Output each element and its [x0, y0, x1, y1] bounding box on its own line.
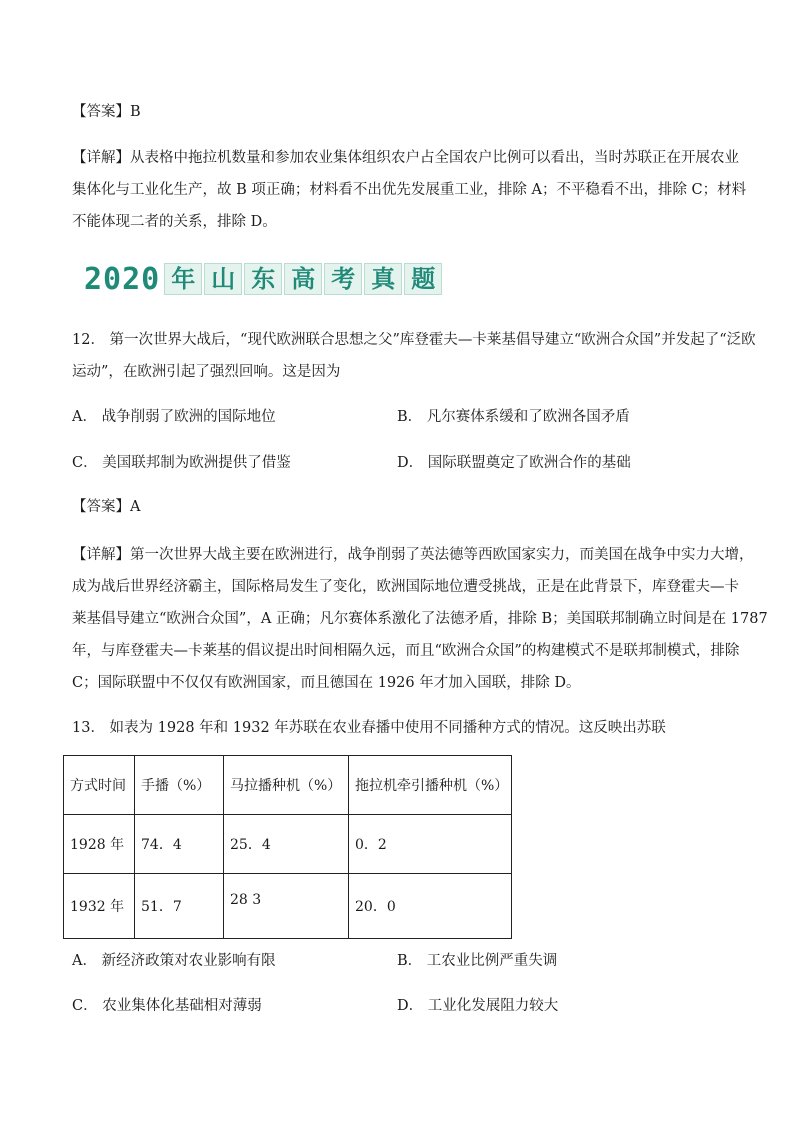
table-header-cell: 马拉播种机（%） — [224, 756, 349, 815]
q12-answer: 【答案】A — [72, 499, 141, 515]
q12-detail-line-1: 【详解】第一次世界大战主要在欧洲进行，战争削弱了英法德等西欧国家实力，而美国在战争中实力大增， — [72, 547, 754, 563]
banner-chars — [162, 263, 442, 295]
table-cell: 25．4 — [224, 815, 349, 874]
table-cell: 51．7 — [135, 874, 224, 939]
exam-banner — [84, 261, 436, 297]
table-cell — [224, 874, 349, 939]
q12-option-d: D． 国际联盟奠定了欧洲合作的基础 — [397, 455, 631, 471]
q13-stem: 13． 如表为 1928 年和 1932 年苏联在农业春播中使用不同播种方式的情况。这反映出苏联 — [72, 720, 666, 736]
banner-char: 题 — [404, 263, 442, 295]
q12-detail-line-5: C；国际联盟中不仅仅有欧洲国家，而且德国在 1926 年才加入国联，排除 D。 — [72, 675, 581, 691]
table-cell: 0．2 — [349, 815, 512, 874]
q11-detail-line-2: 集体化与工业化生产，故 B 项正确；材料看不出优先发展重工业，排除 A；不平稳看不出，排除 C；材料 — [72, 182, 747, 198]
q11-detail-line-1: 【详解】从表格中拖拉机数量和参加农业集体组织农户占全国农户比例可以看出，当时苏联正在开展农业 — [72, 150, 739, 166]
banner-char: 山 — [204, 263, 242, 295]
q12-option-c: C． 美国联邦制为欧洲提供了借鉴 — [72, 455, 291, 471]
banner-year: 2020 — [84, 261, 161, 297]
q12-option-a: A． 战争削弱了欧洲的国际地位 — [72, 409, 276, 425]
q12-detail-line-2: 成为战后世界经济霸主，国际格局发生了变化，欧洲国际地位遭受挑战，正是在此背景下，库登霍夫—卡 — [72, 579, 739, 595]
q13-table — [63, 755, 512, 939]
banner-char: 考 — [324, 263, 362, 295]
banner-char: 东 — [244, 263, 282, 295]
banner-char: 高 — [284, 263, 322, 295]
table-cell-text: 28 3 — [230, 892, 262, 908]
table-row — [64, 815, 512, 874]
q13-option-a: A． 新经济政策对农业影响有限 — [72, 953, 276, 969]
q12-stem-line-1: 12． 第一次世界大战后，“现代欧洲联合思想之父”库登霍夫—卡莱基倡导建立“欧洲合众国”并发起了“泛欧 — [72, 332, 756, 348]
table-header-row — [64, 756, 512, 815]
q12-detail-line-4: 年，与库登霍夫—卡莱基的倡议提出时间相隔久远，而且“欧洲合众国”的构建模式不是联邦制模式，排除 — [72, 643, 740, 659]
table-header-cell: 拖拉机牵引播种机（%） — [349, 756, 512, 815]
q13-option-b: B． 工农业比例严重失调 — [397, 953, 558, 969]
table-header-cell: 手播（%） — [135, 756, 224, 815]
banner-char: 年 — [164, 263, 202, 295]
q11-answer: 【答案】B — [72, 104, 141, 120]
q12-option-b: B． 凡尔赛体系缓和了欧洲各国矛盾 — [397, 409, 630, 425]
q13-option-d: D． 工业化发展阻力较大 — [397, 998, 559, 1014]
table-cell: 20．0 — [349, 874, 512, 939]
table-cell: 1932 年 — [64, 874, 135, 939]
banner-char: 真 — [364, 263, 402, 295]
table-cell: 74．4 — [135, 815, 224, 874]
q12-detail-line-3: 莱基倡导建立“欧洲合众国”，A 正确；凡尔赛体系激化了法德矛盾，排除 B；美国联邦制确立时间是在 1787 — [72, 611, 768, 627]
table-header-cell: 方式时间 — [64, 756, 135, 815]
q12-stem-line-2: 运动”，在欧洲引起了强烈回响。这是因为 — [72, 364, 341, 380]
table-cell: 1928 年 — [64, 815, 135, 874]
table-row — [64, 874, 512, 939]
q13-option-c: C． 农业集体化基础相对薄弱 — [72, 998, 262, 1014]
q11-detail-line-3: 不能体现二者的关系，排除 D。 — [72, 214, 277, 230]
